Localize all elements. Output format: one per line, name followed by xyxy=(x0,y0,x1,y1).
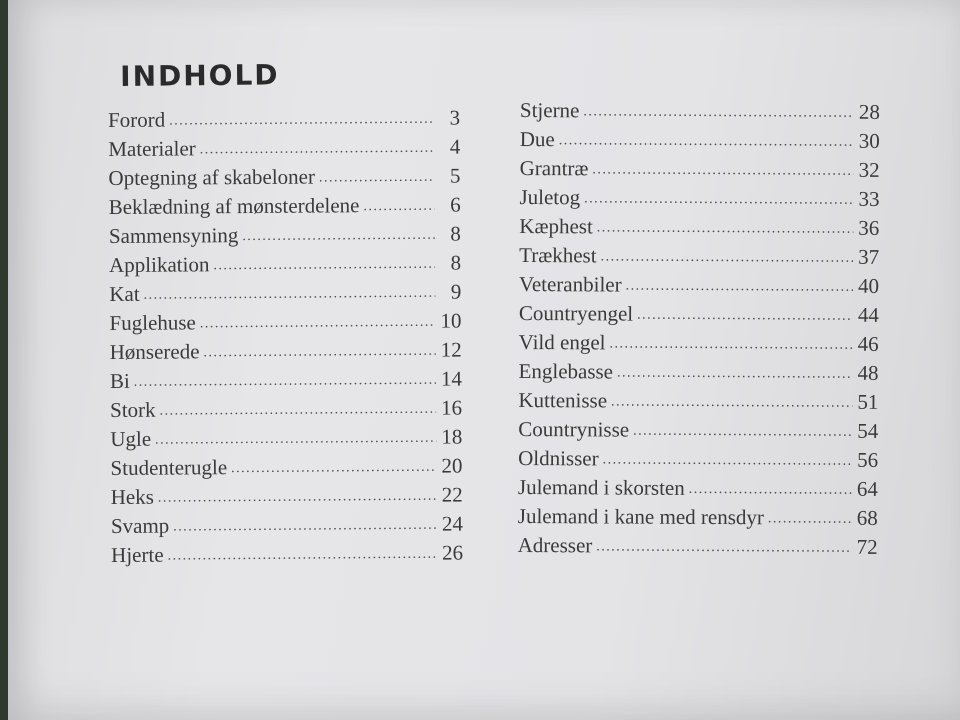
toc-entry-label: Countrynisse xyxy=(518,416,630,442)
toc-entry-page-number: 10 xyxy=(440,308,462,333)
dot-leader xyxy=(592,162,853,179)
toc-entry-page-number: 30 xyxy=(858,128,880,153)
toc-entry xyxy=(520,98,880,129)
toc-entry xyxy=(520,156,880,187)
toc-entry-label: Kæphest xyxy=(519,213,593,239)
toc-entry-page-number: 46 xyxy=(857,331,879,356)
toc-entry-page-number: 24 xyxy=(441,511,463,536)
dot-leader xyxy=(231,460,436,477)
toc-entry-label: Bi xyxy=(109,368,130,393)
toc-entry-page-number: 51 xyxy=(857,389,879,414)
toc-entry xyxy=(111,512,463,543)
toc-entry-label: Heks xyxy=(110,484,154,509)
dot-leader xyxy=(158,489,437,507)
toc-entry-page-number: 64 xyxy=(856,476,879,501)
toc-entry-page-number: 44 xyxy=(857,302,879,327)
dot-leader xyxy=(603,452,853,469)
toc-entry xyxy=(519,301,879,332)
toc-entry xyxy=(109,280,461,311)
dot-leader xyxy=(611,394,852,411)
toc-entry-page-number: 22 xyxy=(441,482,463,507)
toc-entry-page-number: 32 xyxy=(858,157,880,182)
toc-entry-page-number: 40 xyxy=(857,273,880,298)
toc-entry-page-number: 5 xyxy=(449,163,461,188)
dot-leader xyxy=(173,518,437,536)
dot-leader xyxy=(559,133,854,151)
toc-entry-label: Kuttenisse xyxy=(518,387,608,413)
toc-entry-page-number: 72 xyxy=(856,534,878,559)
toc-entry-label: Optegning af skabeloner xyxy=(108,164,316,190)
toc-entry xyxy=(109,222,461,253)
toc-entry xyxy=(519,214,879,245)
toc-entry-label: Trækhest xyxy=(519,242,597,268)
toc-entry xyxy=(108,164,460,195)
dot-leader xyxy=(155,431,436,449)
toc-entry xyxy=(109,193,461,224)
dot-leader xyxy=(242,228,435,245)
toc-entry xyxy=(110,367,462,398)
toc-entry-label: Julemand i kane med rensdyr xyxy=(517,503,764,530)
toc-entry xyxy=(518,533,878,564)
toc-entry-label: Due xyxy=(519,126,555,152)
dot-leader xyxy=(200,141,435,159)
toc-entry xyxy=(518,504,878,535)
toc-entry xyxy=(519,272,879,303)
dot-leader xyxy=(134,373,436,391)
dot-leader xyxy=(633,424,852,441)
toc-entry-page-number: 48 xyxy=(857,360,879,385)
toc-entry xyxy=(520,127,880,158)
toc-entry-page-number: 54 xyxy=(857,418,879,443)
toc-entry-label: Juletog xyxy=(519,184,581,210)
dot-leader xyxy=(597,220,854,237)
toc-entry xyxy=(108,135,460,166)
toc-entry xyxy=(518,475,878,506)
toc-entry xyxy=(518,417,878,448)
toc-entry-page-number: 37 xyxy=(858,244,880,269)
toc-entry-page-number: 33 xyxy=(858,186,880,211)
toc-entry xyxy=(110,338,462,369)
toc-entry-page-number: 18 xyxy=(441,424,463,449)
dot-leader xyxy=(626,279,853,296)
dot-leader xyxy=(617,366,853,383)
toc-entry-label: Fuglehuse xyxy=(109,310,196,335)
dot-leader xyxy=(584,191,853,208)
dot-leader xyxy=(319,170,435,187)
dot-leader xyxy=(583,104,854,121)
toc-entry xyxy=(111,541,463,572)
toc-entry xyxy=(109,309,461,340)
toc-entry xyxy=(519,243,879,274)
toc-entry-label: Studenterugle xyxy=(110,455,228,480)
toc-entry-page-number: 9 xyxy=(450,279,462,304)
toc-entry-page-number: 26 xyxy=(442,540,464,565)
dot-leader xyxy=(596,539,851,556)
toc-entry xyxy=(110,396,462,427)
toc-column-left xyxy=(108,106,463,572)
toc-entry-label: Julemand i skorsten xyxy=(517,474,685,500)
toc-entry-label: Ugle xyxy=(110,426,152,451)
toc-entry xyxy=(109,251,461,282)
dot-leader xyxy=(168,547,438,565)
toc-column-right xyxy=(518,98,880,564)
toc-entry-page-number: 68 xyxy=(856,505,878,530)
toc-entry xyxy=(518,359,878,390)
toc-entry-label: Stork xyxy=(110,397,156,422)
toc-entry-page-number: 14 xyxy=(440,366,462,391)
dot-leader xyxy=(601,249,854,266)
toc-entry xyxy=(111,483,463,514)
toc-entry-label: Stjerne xyxy=(519,98,580,123)
toc-entry-page-number: 16 xyxy=(441,395,463,420)
toc-entry-page-number: 8 xyxy=(450,221,461,246)
toc-entry-label: Adresser xyxy=(517,532,593,558)
toc-entry xyxy=(110,454,462,485)
toc-entry xyxy=(110,425,462,456)
toc-entry-page-number: 28 xyxy=(858,99,880,124)
dot-leader xyxy=(363,199,434,215)
dot-leader xyxy=(203,344,435,362)
toc-entry-page-number: 36 xyxy=(858,215,880,240)
toc-entry-label: Oldnisser xyxy=(518,445,599,471)
toc-entry-page-number: 6 xyxy=(450,192,461,217)
toc-entry-label: Svamp xyxy=(110,513,170,538)
toc-entry-page-number: 8 xyxy=(450,250,462,275)
toc-entry-label: Hønserede xyxy=(109,339,200,364)
toc-entry-label: Veteranbiler xyxy=(518,271,622,297)
toc-entry-page-number: 4 xyxy=(449,134,461,159)
toc-entry-label: Grantræ xyxy=(519,155,589,181)
toc-entry xyxy=(519,185,879,216)
dot-leader xyxy=(160,402,437,420)
toc-entry-page-number: 3 xyxy=(449,105,461,130)
toc-entry xyxy=(519,330,879,361)
dot-leader xyxy=(200,315,436,333)
toc-entry xyxy=(518,446,878,477)
book-page xyxy=(8,0,960,720)
toc-entry-label: Englebasse xyxy=(518,358,614,384)
dot-leader xyxy=(637,308,853,325)
dot-leader xyxy=(768,511,852,527)
toc-entry-label: Forord xyxy=(108,107,166,132)
toc-entry-page-number: 56 xyxy=(857,447,879,472)
toc-entry-label: Sammensyning xyxy=(108,223,239,248)
dot-leader xyxy=(169,112,434,130)
toc-entry-label: Vild engel xyxy=(518,329,606,355)
toc-entry-label: Hjerte xyxy=(111,542,164,567)
dot-leader xyxy=(609,336,852,353)
toc-entry-label: Materialer xyxy=(108,136,196,161)
toc-entry-label: Applikation xyxy=(109,252,210,277)
toc-entry-page-number: 20 xyxy=(441,453,463,478)
dot-leader xyxy=(213,257,435,275)
toc-entry-label: Countryengel xyxy=(518,300,634,326)
toc-entry xyxy=(108,106,460,137)
toc-entry xyxy=(518,388,878,419)
dot-leader xyxy=(144,286,436,304)
toc-entry-label: Kat xyxy=(109,281,140,306)
dot-leader xyxy=(689,482,852,499)
toc-entry-label: Beklædning af mønsterdelene xyxy=(108,193,360,219)
toc-entry-page-number: 12 xyxy=(440,337,462,362)
page-title: INDHOLD xyxy=(120,58,280,93)
